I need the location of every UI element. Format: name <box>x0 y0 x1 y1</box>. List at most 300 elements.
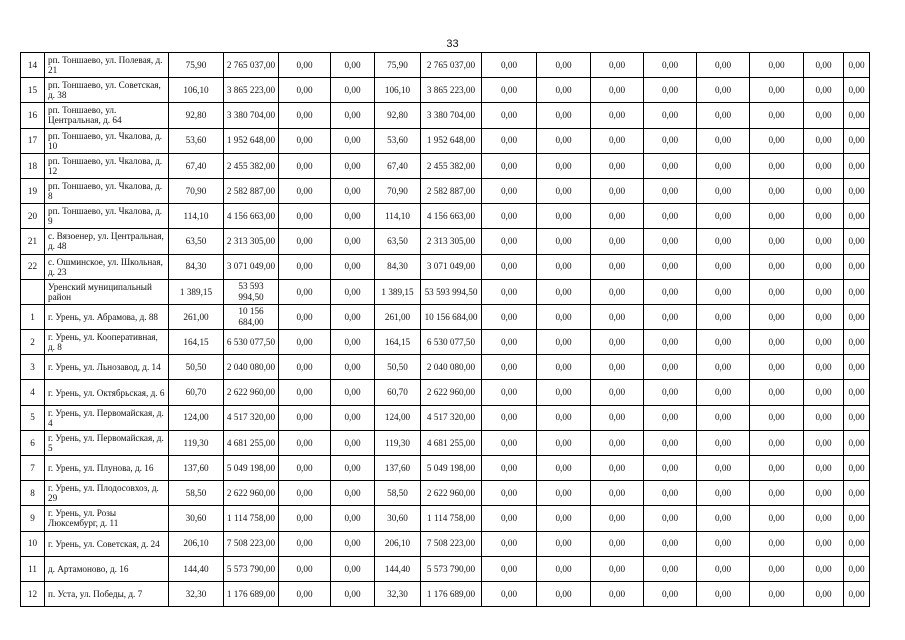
value-cell: 0,00 <box>844 153 870 178</box>
value-cell: 0,00 <box>644 53 697 78</box>
total-area-cell: 164,15 <box>169 330 224 355</box>
value-cell: 0,00 <box>750 153 804 178</box>
value-cell: 0,00 <box>591 506 644 531</box>
value-cell: 0,00 <box>804 531 844 556</box>
value-cell: 0,00 <box>750 380 804 405</box>
row-number-cell: 17 <box>21 128 45 153</box>
value-cell: 0,00 <box>644 178 697 203</box>
total-cost-cell: 7 508 223,00 <box>224 531 279 556</box>
total-area-cell: 144,40 <box>169 556 224 581</box>
row-number-cell: 4 <box>21 380 45 405</box>
address-cell: г. Урень, ул. Октябрьская, д. 6 <box>45 380 169 405</box>
area-cell: 206,10 <box>375 531 421 556</box>
value-cell: 0,00 <box>331 304 375 329</box>
value-cell: 0,00 <box>279 531 331 556</box>
table-row <box>21 330 870 355</box>
value-cell: 0,00 <box>750 556 804 581</box>
value-cell: 0,00 <box>482 254 537 279</box>
total-area-cell: 53,60 <box>169 128 224 153</box>
value-cell: 0,00 <box>844 229 870 254</box>
value-cell: 0,00 <box>644 254 697 279</box>
value-cell: 0,00 <box>750 78 804 103</box>
area-cell: 75,90 <box>375 53 421 78</box>
value-cell: 0,00 <box>804 405 844 430</box>
value-cell: 0,00 <box>844 103 870 128</box>
table-body <box>21 53 870 607</box>
row-number-cell: 22 <box>21 254 45 279</box>
value-cell: 0,00 <box>279 506 331 531</box>
table-row <box>21 556 870 581</box>
value-cell: 0,00 <box>537 556 591 581</box>
total-area-cell: 261,00 <box>169 304 224 329</box>
cost-cell: 2 622 960,00 <box>421 380 482 405</box>
table-row <box>21 103 870 128</box>
total-area-cell: 1 389,15 <box>169 279 224 304</box>
value-cell: 0,00 <box>844 254 870 279</box>
value-cell: 0,00 <box>331 380 375 405</box>
value-cell: 0,00 <box>537 531 591 556</box>
total-area-cell: 137,60 <box>169 456 224 481</box>
total-area-cell: 60,70 <box>169 380 224 405</box>
total-area-cell: 58,50 <box>169 481 224 506</box>
table-row <box>21 204 870 229</box>
total-area-cell: 92,80 <box>169 103 224 128</box>
table-row <box>21 405 870 430</box>
cost-cell: 2 622 960,00 <box>421 481 482 506</box>
value-cell: 0,00 <box>644 204 697 229</box>
value-cell: 0,00 <box>591 304 644 329</box>
value-cell: 0,00 <box>804 103 844 128</box>
area-cell: 137,60 <box>375 456 421 481</box>
value-cell: 0,00 <box>844 456 870 481</box>
value-cell: 0,00 <box>591 430 644 455</box>
value-cell: 0,00 <box>644 279 697 304</box>
value-cell: 0,00 <box>591 53 644 78</box>
area-cell: 106,10 <box>375 78 421 103</box>
value-cell: 0,00 <box>591 103 644 128</box>
total-area-cell: 119,30 <box>169 430 224 455</box>
table-row <box>21 178 870 203</box>
value-cell: 0,00 <box>279 581 331 606</box>
cost-cell: 5 049 198,00 <box>421 456 482 481</box>
value-cell: 0,00 <box>697 506 750 531</box>
table-row <box>21 254 870 279</box>
value-cell: 0,00 <box>804 153 844 178</box>
total-cost-cell: 4 517 320,00 <box>224 405 279 430</box>
total-area-cell: 206,10 <box>169 531 224 556</box>
value-cell: 0,00 <box>482 556 537 581</box>
value-cell: 0,00 <box>279 254 331 279</box>
value-cell: 0,00 <box>644 456 697 481</box>
value-cell: 0,00 <box>537 78 591 103</box>
value-cell: 0,00 <box>844 531 870 556</box>
value-cell: 0,00 <box>844 355 870 380</box>
value-cell: 0,00 <box>644 531 697 556</box>
value-cell: 0,00 <box>804 304 844 329</box>
row-number-cell: 10 <box>21 531 45 556</box>
value-cell: 0,00 <box>697 153 750 178</box>
value-cell: 0,00 <box>804 481 844 506</box>
value-cell: 0,00 <box>482 380 537 405</box>
value-cell: 0,00 <box>750 279 804 304</box>
value-cell: 0,00 <box>279 304 331 329</box>
table-row <box>21 430 870 455</box>
value-cell: 0,00 <box>697 481 750 506</box>
value-cell: 0,00 <box>537 481 591 506</box>
value-cell: 0,00 <box>482 304 537 329</box>
value-cell: 0,00 <box>844 506 870 531</box>
value-cell: 0,00 <box>537 430 591 455</box>
value-cell: 0,00 <box>697 581 750 606</box>
value-cell: 0,00 <box>331 279 375 304</box>
value-cell: 0,00 <box>844 53 870 78</box>
value-cell: 0,00 <box>279 481 331 506</box>
value-cell: 0,00 <box>697 128 750 153</box>
value-cell: 0,00 <box>697 53 750 78</box>
value-cell: 0,00 <box>644 128 697 153</box>
value-cell: 0,00 <box>591 380 644 405</box>
value-cell: 0,00 <box>591 556 644 581</box>
cost-cell: 1 114 758,00 <box>421 506 482 531</box>
row-number-cell: 9 <box>21 506 45 531</box>
value-cell: 0,00 <box>697 355 750 380</box>
total-cost-cell: 3 865 223,00 <box>224 78 279 103</box>
value-cell: 0,00 <box>331 128 375 153</box>
area-cell: 63,50 <box>375 229 421 254</box>
row-number-cell: 5 <box>21 405 45 430</box>
area-cell: 119,30 <box>375 430 421 455</box>
value-cell: 0,00 <box>482 53 537 78</box>
cost-cell: 3 380 704,00 <box>421 103 482 128</box>
value-cell: 0,00 <box>804 556 844 581</box>
value-cell: 0,00 <box>279 380 331 405</box>
value-cell: 0,00 <box>331 506 375 531</box>
total-area-cell: 32,30 <box>169 581 224 606</box>
value-cell: 0,00 <box>844 430 870 455</box>
value-cell: 0,00 <box>482 531 537 556</box>
value-cell: 0,00 <box>644 304 697 329</box>
value-cell: 0,00 <box>537 254 591 279</box>
value-cell: 0,00 <box>537 229 591 254</box>
total-area-cell: 50,50 <box>169 355 224 380</box>
row-number-cell: 8 <box>21 481 45 506</box>
cost-cell: 7 508 223,00 <box>421 531 482 556</box>
total-cost-cell: 6 530 077,50 <box>224 330 279 355</box>
value-cell: 0,00 <box>804 506 844 531</box>
row-number-cell: 12 <box>21 581 45 606</box>
value-cell: 0,00 <box>644 153 697 178</box>
value-cell: 0,00 <box>482 581 537 606</box>
page-number: 33 <box>446 38 459 50</box>
value-cell: 0,00 <box>697 304 750 329</box>
row-number-cell: 11 <box>21 556 45 581</box>
value-cell: 0,00 <box>331 229 375 254</box>
address-cell: г. Урень, ул. Плунова, д. 16 <box>45 456 169 481</box>
value-cell: 0,00 <box>331 430 375 455</box>
value-cell: 0,00 <box>750 506 804 531</box>
value-cell: 0,00 <box>804 229 844 254</box>
address-cell: рп. Тоншаево, ул. Чкалова, д. 12 <box>45 153 169 178</box>
value-cell: 0,00 <box>279 78 331 103</box>
value-cell: 0,00 <box>750 128 804 153</box>
value-cell: 0,00 <box>804 254 844 279</box>
value-cell: 0,00 <box>697 103 750 128</box>
value-cell: 0,00 <box>331 153 375 178</box>
address-cell: г. Урень, ул. Розы Люксембург, д. 11 <box>45 506 169 531</box>
value-cell: 0,00 <box>804 380 844 405</box>
value-cell: 0,00 <box>844 128 870 153</box>
area-cell: 124,00 <box>375 405 421 430</box>
value-cell: 0,00 <box>804 178 844 203</box>
table-row <box>21 456 870 481</box>
value-cell: 0,00 <box>844 380 870 405</box>
value-cell: 0,00 <box>331 254 375 279</box>
table-row <box>21 380 870 405</box>
value-cell: 0,00 <box>591 456 644 481</box>
value-cell: 0,00 <box>331 53 375 78</box>
cost-cell: 2 040 080,00 <box>421 355 482 380</box>
row-number-cell: 16 <box>21 103 45 128</box>
value-cell: 0,00 <box>591 481 644 506</box>
area-cell: 60,70 <box>375 380 421 405</box>
value-cell: 0,00 <box>697 456 750 481</box>
value-cell: 0,00 <box>537 581 591 606</box>
total-cost-cell: 2 313 305,00 <box>224 229 279 254</box>
row-number-cell: 14 <box>21 53 45 78</box>
value-cell: 0,00 <box>537 279 591 304</box>
cost-cell: 1 952 648,00 <box>421 128 482 153</box>
table-row <box>21 128 870 153</box>
address-cell: г. Урень, ул. Советская, д. 24 <box>45 531 169 556</box>
address-cell: рп. Тоншаево, ул. Полевая, д. 21 <box>45 53 169 78</box>
total-cost-cell: 2 040 080,00 <box>224 355 279 380</box>
address-cell: с. Ошминское, ул. Школьная, д. 23 <box>45 254 169 279</box>
value-cell: 0,00 <box>644 380 697 405</box>
address-cell: г. Урень, ул. Абрамова, д. 88 <box>45 304 169 329</box>
cost-cell: 2 455 382,00 <box>421 153 482 178</box>
area-cell: 70,90 <box>375 178 421 203</box>
value-cell: 0,00 <box>591 178 644 203</box>
value-cell: 0,00 <box>331 531 375 556</box>
row-number-cell: 1 <box>21 304 45 329</box>
total-area-cell: 63,50 <box>169 229 224 254</box>
value-cell: 0,00 <box>697 254 750 279</box>
address-cell: г. Урень, ул. Плодосовхоз, д. 29 <box>45 481 169 506</box>
value-cell: 0,00 <box>537 380 591 405</box>
value-cell: 0,00 <box>537 405 591 430</box>
row-number-cell <box>21 279 45 304</box>
cost-cell: 3 071 049,00 <box>421 254 482 279</box>
value-cell: 0,00 <box>644 430 697 455</box>
value-cell: 0,00 <box>844 405 870 430</box>
cost-cell: 4 517 320,00 <box>421 405 482 430</box>
value-cell: 0,00 <box>537 178 591 203</box>
value-cell: 0,00 <box>750 456 804 481</box>
value-cell: 0,00 <box>844 330 870 355</box>
area-cell: 114,10 <box>375 204 421 229</box>
value-cell: 0,00 <box>482 355 537 380</box>
value-cell: 0,00 <box>482 330 537 355</box>
value-cell: 0,00 <box>804 330 844 355</box>
value-cell: 0,00 <box>482 405 537 430</box>
area-cell: 144,40 <box>375 556 421 581</box>
value-cell: 0,00 <box>331 103 375 128</box>
value-cell: 0,00 <box>482 153 537 178</box>
value-cell: 0,00 <box>644 506 697 531</box>
value-cell: 0,00 <box>750 254 804 279</box>
value-cell: 0,00 <box>750 531 804 556</box>
value-cell: 0,00 <box>279 405 331 430</box>
total-cost-cell: 4 681 255,00 <box>224 430 279 455</box>
value-cell: 0,00 <box>279 430 331 455</box>
total-cost-cell: 1 176 689,00 <box>224 581 279 606</box>
area-cell: 261,00 <box>375 304 421 329</box>
value-cell: 0,00 <box>537 304 591 329</box>
area-cell: 32,30 <box>375 581 421 606</box>
value-cell: 0,00 <box>591 128 644 153</box>
value-cell: 0,00 <box>537 53 591 78</box>
value-cell: 0,00 <box>482 430 537 455</box>
value-cell: 0,00 <box>279 53 331 78</box>
value-cell: 0,00 <box>279 178 331 203</box>
total-area-cell: 30,60 <box>169 506 224 531</box>
value-cell: 0,00 <box>482 456 537 481</box>
value-cell: 0,00 <box>331 204 375 229</box>
value-cell: 0,00 <box>331 405 375 430</box>
value-cell: 0,00 <box>279 153 331 178</box>
value-cell: 0,00 <box>644 355 697 380</box>
address-cell: г. Урень, ул. Льнозавод, д. 14 <box>45 355 169 380</box>
total-cost-cell: 2 622 960,00 <box>224 481 279 506</box>
value-cell: 0,00 <box>482 178 537 203</box>
address-cell: Уренский муниципальный район <box>45 279 169 304</box>
value-cell: 0,00 <box>844 279 870 304</box>
cost-cell: 4 681 255,00 <box>421 430 482 455</box>
value-cell: 0,00 <box>697 204 750 229</box>
table-row <box>21 481 870 506</box>
address-cell: рп. Тоншаево, ул. Советская, д. 38 <box>45 78 169 103</box>
value-cell: 0,00 <box>279 229 331 254</box>
total-area-cell: 75,90 <box>169 53 224 78</box>
value-cell: 0,00 <box>279 456 331 481</box>
total-cost-cell: 2 622 960,00 <box>224 380 279 405</box>
table-row <box>21 531 870 556</box>
value-cell: 0,00 <box>644 103 697 128</box>
row-number-cell: 18 <box>21 153 45 178</box>
value-cell: 0,00 <box>644 405 697 430</box>
address-cell: рп. Тоншаево, ул. Чкалова, д. 10 <box>45 128 169 153</box>
cost-cell: 53 593 994,50 <box>421 279 482 304</box>
value-cell: 0,00 <box>644 229 697 254</box>
table-row <box>21 506 870 531</box>
value-cell: 0,00 <box>591 153 644 178</box>
value-cell: 0,00 <box>331 178 375 203</box>
cost-cell: 3 865 223,00 <box>421 78 482 103</box>
value-cell: 0,00 <box>844 481 870 506</box>
value-cell: 0,00 <box>482 204 537 229</box>
total-cost-cell: 4 156 663,00 <box>224 204 279 229</box>
row-number-cell: 21 <box>21 229 45 254</box>
area-cell: 67,40 <box>375 153 421 178</box>
value-cell: 0,00 <box>644 556 697 581</box>
area-cell: 30,60 <box>375 506 421 531</box>
total-cost-cell: 3 380 704,00 <box>224 103 279 128</box>
area-cell: 84,30 <box>375 254 421 279</box>
value-cell: 0,00 <box>482 481 537 506</box>
total-area-cell: 124,00 <box>169 405 224 430</box>
total-cost-cell: 53 593 994,50 <box>224 279 279 304</box>
value-cell: 0,00 <box>697 178 750 203</box>
address-cell: г. Урень, ул. Первомайская, д. 4 <box>45 405 169 430</box>
value-cell: 0,00 <box>482 506 537 531</box>
table-row <box>21 279 870 304</box>
value-cell: 0,00 <box>804 355 844 380</box>
value-cell: 0,00 <box>482 229 537 254</box>
total-cost-cell: 5 573 790,00 <box>224 556 279 581</box>
table-row <box>21 78 870 103</box>
value-cell: 0,00 <box>750 355 804 380</box>
value-cell: 0,00 <box>591 78 644 103</box>
value-cell: 0,00 <box>750 481 804 506</box>
value-cell: 0,00 <box>750 304 804 329</box>
value-cell: 0,00 <box>482 128 537 153</box>
value-cell: 0,00 <box>591 229 644 254</box>
value-cell: 0,00 <box>697 405 750 430</box>
value-cell: 0,00 <box>537 128 591 153</box>
row-number-cell: 7 <box>21 456 45 481</box>
total-cost-cell: 2 765 037,00 <box>224 53 279 78</box>
value-cell: 0,00 <box>697 380 750 405</box>
area-cell: 53,60 <box>375 128 421 153</box>
area-cell: 164,15 <box>375 330 421 355</box>
address-cell: рп. Тоншаево, ул. Чкалова, д. 8 <box>45 178 169 203</box>
value-cell: 0,00 <box>804 53 844 78</box>
value-cell: 0,00 <box>537 103 591 128</box>
value-cell: 0,00 <box>697 279 750 304</box>
address-cell: п. Уста, ул. Победы, д. 7 <box>45 581 169 606</box>
value-cell: 0,00 <box>750 330 804 355</box>
value-cell: 0,00 <box>804 581 844 606</box>
table-row <box>21 229 870 254</box>
value-cell: 0,00 <box>537 456 591 481</box>
value-cell: 0,00 <box>697 78 750 103</box>
table-row <box>21 53 870 78</box>
area-cell: 50,50 <box>375 355 421 380</box>
value-cell: 0,00 <box>482 103 537 128</box>
value-cell: 0,00 <box>591 279 644 304</box>
value-cell: 0,00 <box>804 430 844 455</box>
value-cell: 0,00 <box>591 254 644 279</box>
value-cell: 0,00 <box>697 531 750 556</box>
table-row <box>21 581 870 606</box>
total-cost-cell: 5 049 198,00 <box>224 456 279 481</box>
value-cell: 0,00 <box>804 204 844 229</box>
value-cell: 0,00 <box>331 355 375 380</box>
value-cell: 0,00 <box>697 430 750 455</box>
value-cell: 0,00 <box>844 178 870 203</box>
value-cell: 0,00 <box>482 279 537 304</box>
total-area-cell: 70,90 <box>169 178 224 203</box>
cost-cell: 4 156 663,00 <box>421 204 482 229</box>
value-cell: 0,00 <box>844 78 870 103</box>
area-cell: 58,50 <box>375 481 421 506</box>
address-cell: г. Урень, ул. Первомайская, д. 5 <box>45 430 169 455</box>
cost-cell: 2 313 305,00 <box>421 229 482 254</box>
cost-cell: 1 176 689,00 <box>421 581 482 606</box>
value-cell: 0,00 <box>279 204 331 229</box>
area-cell: 1 389,15 <box>375 279 421 304</box>
address-cell: с. Вязоенер, ул. Центральная, д. 48 <box>45 229 169 254</box>
